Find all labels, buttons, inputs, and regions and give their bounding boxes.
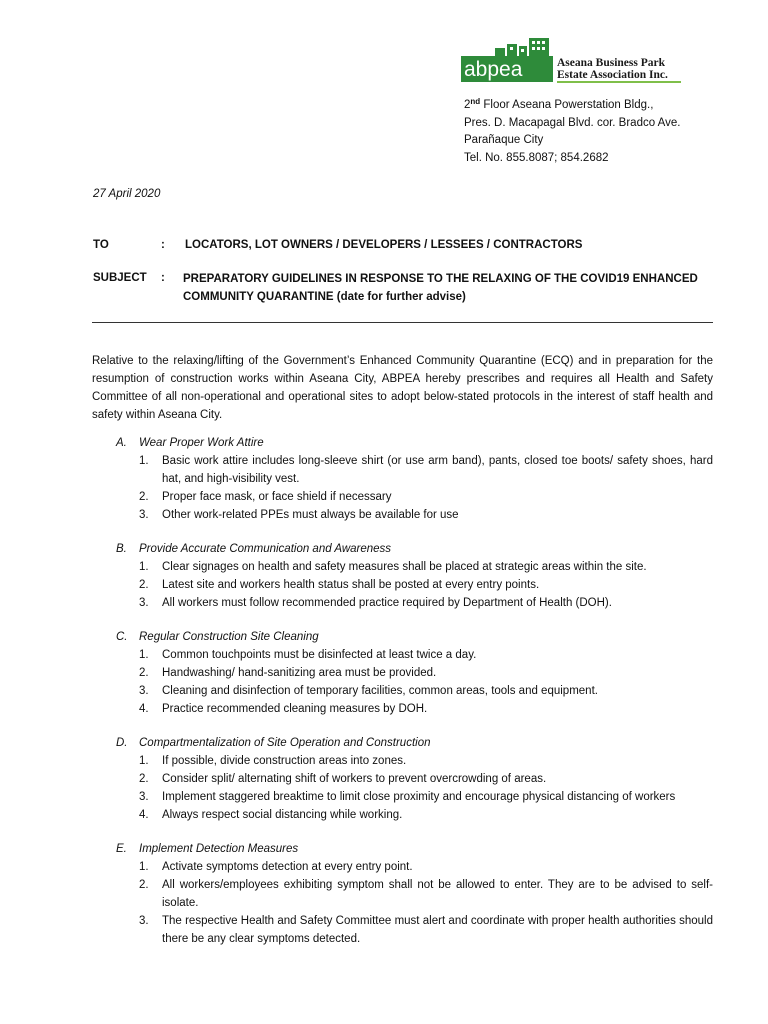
section-heading xyxy=(92,434,713,452)
item-text: Other work-related PPEs must always be available for use xyxy=(162,509,459,521)
item-text: All workers/employees exhibiting symptom shall not be allowed to enter. They are to be advised to self-isolate. xyxy=(162,879,713,909)
section-title: Implement Detection Measures xyxy=(139,843,299,855)
list-item xyxy=(92,452,713,488)
list-item xyxy=(92,752,713,770)
to-label: TO xyxy=(93,239,109,251)
address-line-1-text: Floor Aseana Powerstation Bldg., xyxy=(480,99,654,111)
list-item xyxy=(92,664,713,682)
item-number: 1. xyxy=(139,455,149,467)
section-letter: A. xyxy=(116,437,127,449)
item-text: Implement staggered breaktime to limit close proximity and encourage physical distancing of workers xyxy=(162,791,676,803)
item-number: 2. xyxy=(139,491,149,503)
intro-paragraph: Relative to the relaxing/lifting of the Government’s Enhanced Community Quarantine (ECQ) and in preparation for the resumption of construction works within Aseana City, ABPEA hereby prescribes and requires all Health and Safety Committee of all non-operational and operational sites to adopt below-stated protocols in the interest of staff health and safety within Aseana City. xyxy=(92,355,713,421)
item-text: Activate symptoms detection at every entry point. xyxy=(162,861,413,873)
section-letter: D. xyxy=(116,737,128,749)
subject-text xyxy=(183,270,698,306)
item-text: Basic work attire includes long-sleeve shirt (or use arm band), pants, closed toe boots/ safety shoes, hard hat, and high-visibility vest. xyxy=(162,455,713,485)
item-number: 2. xyxy=(139,667,149,679)
logo-mark-text: abpea xyxy=(464,58,523,81)
item-text: The respective Health and Safety Committee must alert and coordinate with proper health authorities should there be any clear symptoms detected. xyxy=(162,915,713,945)
section-e xyxy=(92,840,713,948)
list-item xyxy=(92,770,713,788)
list-item xyxy=(92,558,713,576)
subject-colon: : xyxy=(161,272,165,284)
section-title: Wear Proper Work Attire xyxy=(139,437,264,449)
item-number: 3. xyxy=(139,915,149,927)
list-item xyxy=(92,700,713,718)
address-block xyxy=(464,97,680,167)
list-item xyxy=(92,912,713,948)
section-a xyxy=(92,434,713,524)
section-c xyxy=(92,628,713,718)
item-number: 3. xyxy=(139,685,149,697)
section-letter: B. xyxy=(116,543,127,555)
to-colon: : xyxy=(161,239,165,251)
section-title: Regular Construction Site Cleaning xyxy=(139,631,319,643)
section-letter: C. xyxy=(116,631,128,643)
subject-line-1: PREPARATORY GUIDELINES IN RESPONSE TO THE RELAXING OF THE COVID19 ENHANCED xyxy=(183,273,698,285)
address-telephone: Tel. No. 855.8087; 854.2682 xyxy=(464,151,609,164)
abpea-logo-mark xyxy=(461,36,553,82)
item-number: 2. xyxy=(139,879,149,891)
item-number: 3. xyxy=(139,509,149,521)
item-text: Practice recommended cleaning measures by DOH. xyxy=(162,703,428,715)
association-name xyxy=(557,57,668,81)
item-number: 2. xyxy=(139,579,149,591)
floor-ordinal: nd xyxy=(470,97,481,106)
logo-underline xyxy=(557,81,681,83)
list-item xyxy=(92,788,713,806)
item-text: All workers must follow recommended practice required by Department of Health (DOH). xyxy=(162,597,612,609)
association-name-line1: Aseana Business Park xyxy=(557,57,665,69)
address-line-2: Pres. D. Macapagal Blvd. cor. Bradco Ave. xyxy=(464,116,681,129)
item-number: 1. xyxy=(139,755,149,767)
item-number: 3. xyxy=(139,791,149,803)
item-number: 1. xyxy=(139,649,149,661)
section-heading xyxy=(92,734,713,752)
item-text: Handwashing/ hand-sanitizing area must be provided. xyxy=(162,667,437,679)
section-title: Compartmentalization of Site Operation and Construction xyxy=(139,737,431,749)
item-text: Latest site and workers health status shall be posted at every entry points. xyxy=(162,579,540,591)
list-item xyxy=(92,576,713,594)
section-letter: E. xyxy=(116,843,127,855)
item-number: 4. xyxy=(139,809,149,821)
letter-date: 27 April 2020 xyxy=(93,188,161,200)
list-item xyxy=(92,594,713,612)
address-line-3: Parañaque City xyxy=(464,134,544,146)
list-item xyxy=(92,682,713,700)
section-b xyxy=(92,540,713,612)
item-number: 2. xyxy=(139,773,149,785)
list-item xyxy=(92,488,713,506)
item-text: Proper face mask, or face shield if necessary xyxy=(162,491,392,503)
item-text: Always respect social distancing while working. xyxy=(162,809,403,821)
section-title: Provide Accurate Communication and Awareness xyxy=(139,543,392,555)
list-item xyxy=(92,506,713,524)
list-item xyxy=(92,876,713,912)
subject-label: SUBJECT xyxy=(93,272,147,284)
list-item xyxy=(92,806,713,824)
floor-number: 2 xyxy=(464,99,471,111)
item-text: Clear signages on health and safety measures shall be placed at strategic areas within the site. xyxy=(162,561,647,573)
item-number: 1. xyxy=(139,861,149,873)
list-item xyxy=(92,646,713,664)
item-number: 4. xyxy=(139,703,149,715)
to-recipients: LOCATORS, LOT OWNERS / DEVELOPERS / LESSEES / CONTRACTORS xyxy=(185,239,583,251)
association-name-line2: Estate Association Inc. xyxy=(557,69,668,81)
item-text: If possible, divide construction areas into zones. xyxy=(162,755,407,767)
section-heading xyxy=(92,540,713,558)
list-item xyxy=(92,858,713,876)
item-text: Cleaning and disinfection of temporary facilities, common areas, tools and equipment. xyxy=(162,685,598,697)
abpea-logo xyxy=(461,36,683,84)
subject-line-2: COMMUNITY QUARANTINE (date for further advise) xyxy=(183,291,466,303)
item-number: 1. xyxy=(139,561,149,573)
address-line-1 xyxy=(464,97,680,115)
section-heading xyxy=(92,840,713,858)
section-d xyxy=(92,734,713,824)
header-divider xyxy=(92,322,713,323)
item-text: Common touchpoints must be disinfected at least twice a day. xyxy=(162,649,477,661)
section-heading xyxy=(92,628,713,646)
item-number: 3. xyxy=(139,597,149,609)
item-text: Consider split/ alternating shift of workers to prevent overcrowding of areas. xyxy=(162,773,547,785)
